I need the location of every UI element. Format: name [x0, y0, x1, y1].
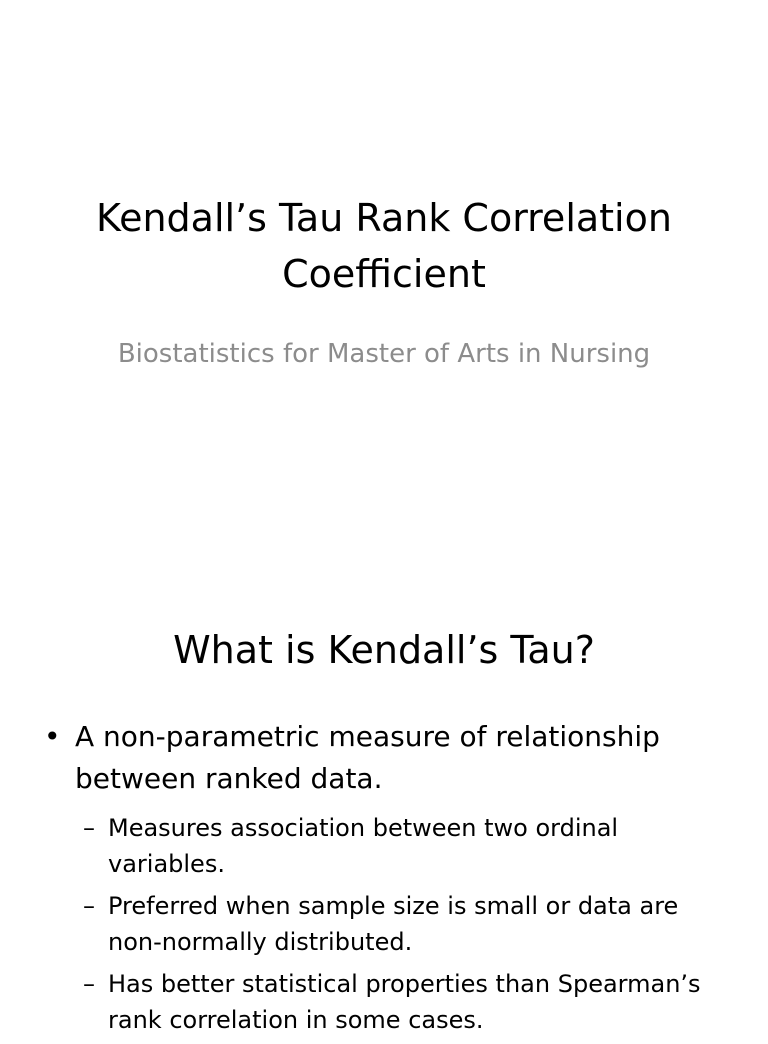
dash-marker: – — [83, 970, 95, 998]
sub-bullet-text: Preferred when sample size is small or data are non-normally distributed. — [108, 892, 679, 956]
content-slide-title: What is Kendall’s Tau? — [173, 628, 595, 672]
content-slide — [0, 576, 768, 1034]
sub-bullet-list — [75, 810, 718, 1044]
bullet-list — [40, 716, 728, 800]
sub-bullet-text: Measures association between two ordinal variables. — [108, 814, 619, 878]
bullet-marker: • — [44, 720, 61, 753]
slide-title: Kendall’s Tau Rank Correlation Coefficient — [96, 196, 672, 296]
bullet-text: A non-parametric measure of relationship between ranked data. — [75, 720, 660, 795]
dash-marker: – — [83, 814, 95, 842]
sub-bullet-item — [75, 810, 718, 882]
sub-bullet-text: Has better statistical properties than Spearman’s rank correlation in some cases. — [108, 970, 701, 1034]
sub-bullet-item — [75, 888, 718, 960]
dash-marker: – — [83, 892, 95, 920]
slide-subtitle: Biostatistics for Master of Arts in Nursing — [117, 339, 651, 369]
sub-bullet-item — [75, 966, 718, 1038]
bullet-item — [40, 716, 728, 800]
